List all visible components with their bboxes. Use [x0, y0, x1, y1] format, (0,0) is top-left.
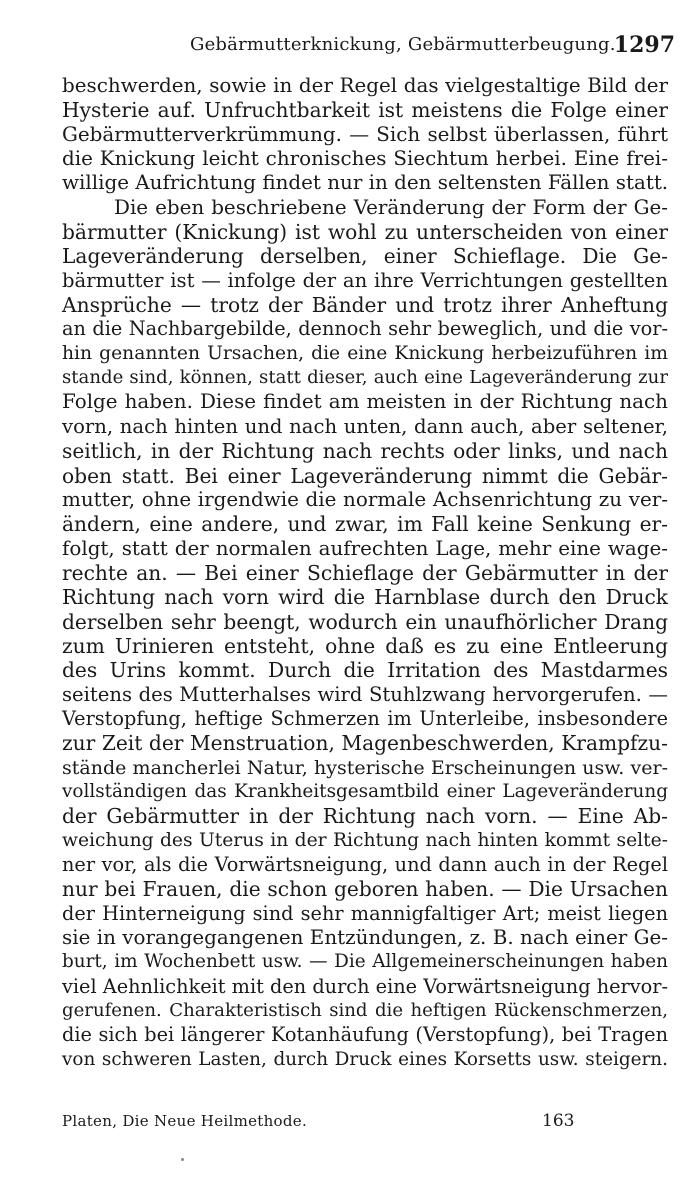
- text-line: burt, im Wochenbett usw. — Die Allgemeinerscheinungen haben: [62, 951, 668, 973]
- text-line: stände mancherlei Natur, hysterische Erscheinungen usw. ver-: [62, 756, 668, 779]
- text-line: Lageveränderung derselben, einer Schieflage. Die Ge-: [62, 244, 668, 269]
- text-line: die sich bei längerer Kotanhäufung (Verstopfung), bei Tragen: [62, 1023, 668, 1047]
- text-line: hin genannten Ursachen, die eine Knickung herbeizuführen im: [62, 342, 668, 364]
- text-line: an die Nachbargebilde, dennoch sehr beweglich, und die vor-: [62, 317, 668, 341]
- text-line: der Gebärmutter in der Richtung nach vorn. — Eine Ab-: [62, 804, 668, 829]
- text-line: Hysterie auf. Unfruchtbarkeit ist meistens die Folge einer: [62, 98, 668, 123]
- text-line: oben statt. Bei einer Lageveränderung nimmt die Gebär-: [62, 463, 668, 488]
- text-line: Verstopfung, heftige Schmerzen im Unterleibe, insbesondere: [62, 706, 668, 730]
- text-line: ändern, eine andere, und zwar, im Fall keine Senkung er-: [62, 512, 668, 537]
- text-line: zur Zeit der Menstruation, Magenbeschwerden, Krampfzu-: [62, 731, 668, 756]
- body-text: [62, 74, 668, 1072]
- text-line: bärmutter (Knickung) ist wohl zu unterscheiden von einer: [62, 220, 668, 245]
- paper-speck: [181, 1158, 184, 1161]
- text-line: Richtung nach vorn wird die Harnblase durch den Druck: [62, 585, 668, 610]
- text-line: von schweren Lasten, durch Druck eines Korsetts usw. steigern.: [62, 1048, 668, 1070]
- footer-author: Platen, Die Neue Heilmethode.: [62, 1112, 308, 1130]
- signature-number: 163: [542, 1111, 575, 1131]
- page-number: 1297: [613, 32, 675, 58]
- text-line: vorn, nach hinten und nach unten, dann auch, aber seltener,: [62, 414, 668, 438]
- text-line: willige Aufrichtung findet nur in den seltensten Fällen statt.: [62, 171, 669, 195]
- text-line: Folge haben. Diese findet am meisten in der Richtung nach: [62, 390, 668, 414]
- text-line: derselben sehr beengt, wodurch ein unaufhörlicher Drang: [62, 609, 668, 634]
- text-line: ner vor, als die Vorwärtsneigung, und dann auch in der Regel: [62, 853, 668, 876]
- text-line: beschwerden, sowie in der Regel das vielgestaltige Bild der: [62, 74, 668, 97]
- text-line: stande sind, können, statt dieser, auch eine Lageveränderung zur: [62, 367, 668, 389]
- text-line: des Urins kommt. Durch die Irritation des Mastdarmes: [62, 658, 668, 683]
- text-line: vollständigen das Krankheitsgesamtbild einer Lageveränderung: [62, 780, 668, 802]
- text-line: nur bei Frauen, die schon geboren haben. — Die Ursachen: [62, 877, 668, 902]
- running-head: [0, 32, 697, 62]
- text-line: mutter, ohne irgendwie die normale Achsenrichtung zu ver-: [62, 487, 668, 511]
- text-line: der Hinterneigung sind sehr mannigfaltiger Art; meist liegen: [62, 901, 668, 925]
- text-line: seitlich, in der Richtung nach rechts oder links, und nach: [62, 439, 668, 464]
- text-line: gerufenen. Charakteristisch sind die heftigen Rückenschmerzen,: [62, 1000, 668, 1022]
- text-line: seitens des Mutterhalses wird Stuhlzwang hervorgerufen. —: [62, 682, 668, 706]
- text-line: weichung des Uterus in der Richtung nach hinten kommt selte-: [62, 829, 668, 851]
- text-line: sie in vorangegangenen Entzündungen, z. B. nach einer Ge-: [62, 926, 668, 950]
- text-line: Gebärmutterverkrümmung. — Sich selbst überlassen, führt: [62, 122, 668, 146]
- text-line: die Knickung leicht chronisches Siechtum herbei. Eine frei-: [62, 147, 668, 171]
- text-line: zum Urinieren entsteht, ohne daß es zu eine Entleerung: [62, 633, 668, 658]
- text-line: viel Aehnlichkeit mit den durch eine Vorwärtsneigung hervor-: [62, 974, 668, 998]
- text-line: Ansprüche — trotz der Bänder und trotz ihrer Anheftung: [62, 293, 668, 318]
- page-footer: [62, 1112, 668, 1138]
- paragraph-first-line: Die eben beschriebene Veränderung der Form der Ge-: [114, 195, 668, 219]
- text-line: bärmutter ist — infolge der an ihre Verrichtungen gestellten: [62, 268, 668, 292]
- running-title: Gebärmutterknickung, Gebärmutterbeugung.: [190, 34, 616, 55]
- text-line: folgt, statt der normalen aufrechten Lage, mehr eine wage-: [62, 536, 668, 560]
- text-line: rechte an. — Bei einer Schieflage der Gebärmutter in der: [62, 560, 668, 585]
